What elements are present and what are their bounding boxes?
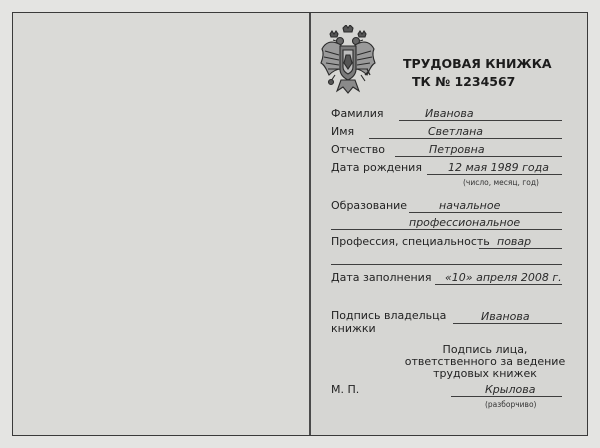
education-value-line2: профессиональное (409, 216, 521, 229)
surname-label: Фамилия (331, 107, 384, 120)
profession-line (479, 248, 562, 249)
profession-label: Профессия, специальность (331, 235, 490, 248)
document-number: ТК № 1234567 (412, 74, 516, 89)
name-label: Имя (331, 125, 355, 138)
owner-signature-value: Иванова (481, 310, 530, 323)
education-value-line1: начальное (439, 199, 501, 212)
work-book-spread (12, 12, 588, 436)
patronymic-line (395, 156, 562, 157)
fill-date-line (435, 284, 562, 285)
fill-date-value: «10» апреля 2008 г. (445, 271, 562, 284)
left-page (13, 13, 309, 435)
responsible-label-1: Подпись лица, (442, 343, 528, 356)
surname-line (399, 120, 562, 121)
name-line (369, 138, 562, 139)
birth-date-label: Дата рождения (331, 161, 422, 174)
birth-date-value: 12 мая 1989 года (448, 161, 549, 174)
education-label: Образование (331, 199, 408, 212)
birth-date-hint: (число, месяц, год) (463, 178, 539, 187)
fill-date-label: Дата заполнения (331, 271, 432, 284)
education-line-1 (409, 212, 562, 213)
owner-signature-label-2: книжки (331, 322, 376, 335)
right-page (311, 13, 587, 435)
responsible-label-3: трудовых книжек (433, 367, 537, 380)
responsible-signature-value: Крылова (485, 383, 536, 396)
patronymic-label: Отчество (331, 143, 386, 156)
document-title: ТРУДОВАЯ КНИЖКА (403, 56, 552, 71)
stamp-label: М. П. (331, 383, 360, 396)
birth-date-line (427, 174, 562, 175)
patronymic-value: Петровна (429, 143, 485, 156)
responsible-signature-hint: (разборчиво) (485, 400, 537, 409)
responsible-label-2: ответственного за ведение (404, 355, 566, 368)
profession-value: повар (497, 235, 532, 248)
education-line-2 (331, 229, 562, 230)
coat-of-arms-icon (319, 25, 377, 95)
owner-signature-label-1: Подпись владельца (331, 309, 447, 322)
profession-line-2 (331, 264, 562, 265)
responsible-signature-line (451, 396, 562, 397)
name-value: Светлана (428, 125, 484, 138)
surname-value: Иванова (425, 107, 474, 120)
owner-signature-line (453, 323, 562, 324)
